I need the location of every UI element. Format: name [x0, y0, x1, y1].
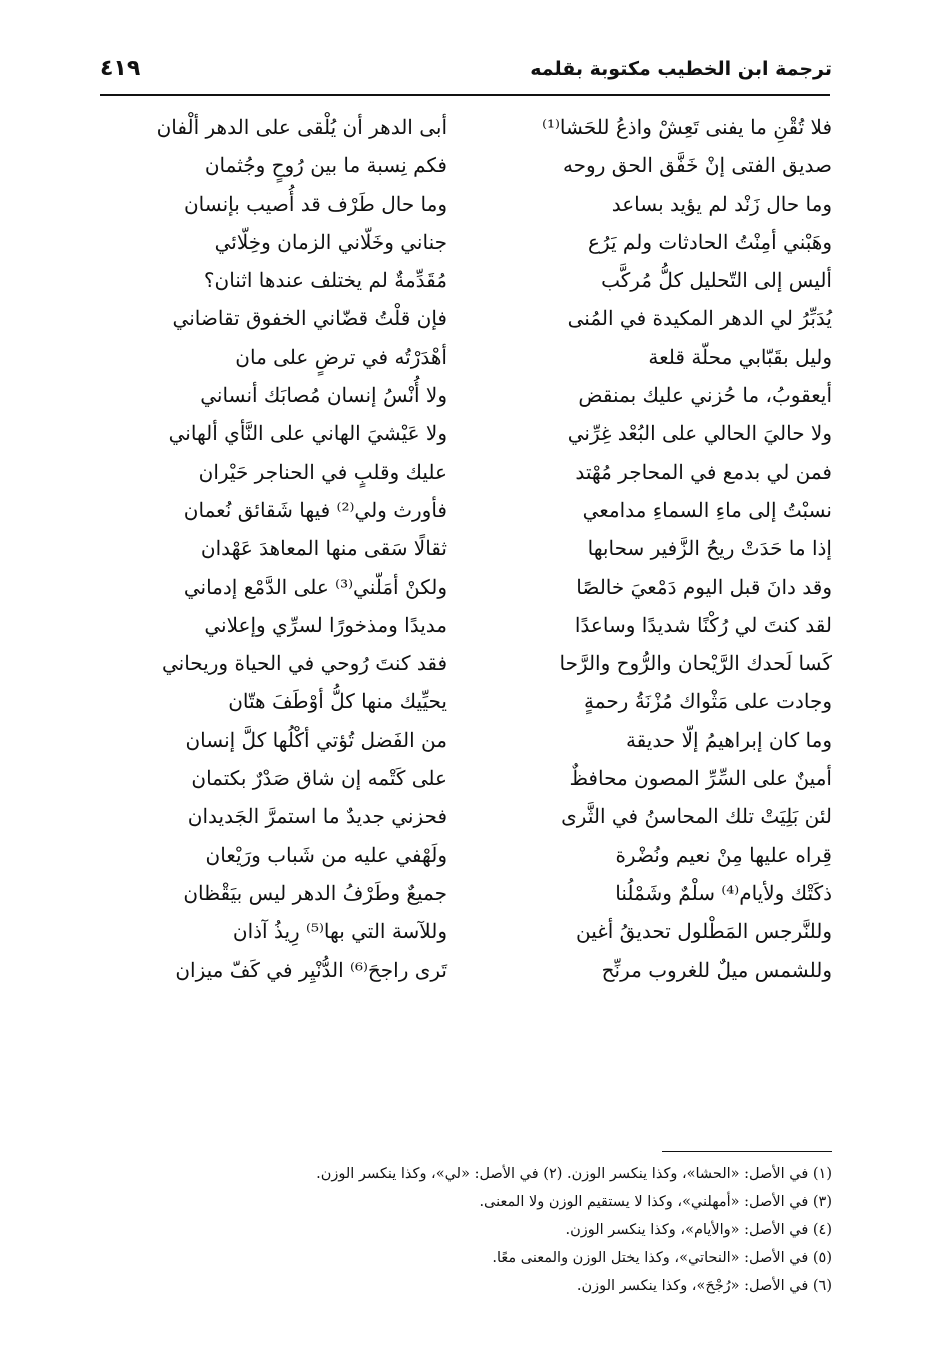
- poem-hemistich: مديدًا ومذخورًا لسرِّي وإعلاني: [204, 612, 447, 637]
- poem-hemistich: وما حال زَنْد لم يؤيد بساعد: [611, 191, 832, 216]
- poem-hemistich: وقد دانَ قبل اليوم دَمْعيَ خالصًا: [576, 574, 832, 599]
- poem-hemistich: وما كان إبراهيمُ إلّا حديقة: [625, 727, 832, 752]
- poem-hemistich: ولَهْفي عليه من شَباب ورَيْعان: [205, 842, 447, 867]
- poem-left-column: [132, 108, 447, 989]
- poem-hemistich: كَسا لَحدك الرَّيْحان والرُّوح والرَّحا: [559, 651, 832, 676]
- poem-hemistich: من الفَضل تُؤتي أكْلُها كلَّ إنسان: [185, 727, 447, 752]
- poem-right-column: [517, 108, 832, 989]
- poem-hemistich: وللشمس ميلٌ للغروب مرنِّح: [601, 957, 832, 982]
- poem-hemistich: فلا تُقْنِ ما يفنى تَعِشْ واذعُ للحَشا⁽¹⁾: [542, 115, 832, 139]
- footnotes-list: [102, 1160, 832, 1300]
- poem-hemistich: وجادت على مَثْواك مُزْنَةُ رحمةٍ: [584, 689, 832, 714]
- poem-hemistich: لقد كنتَ لي رُكْنًا شديدًا وساعدًا: [574, 612, 832, 637]
- header-divider: [100, 94, 830, 96]
- page-header-title: ترجمة ابن الخطيب مكتوبة بقلمه: [530, 58, 832, 80]
- poem-hemistich: عليك وقلبٍ في الحناجر حَيْران: [198, 459, 447, 484]
- poem-hemistich: فمن لي بدمع في المحاجر مُهْتد: [575, 459, 832, 484]
- poem-hemistich: ولا عَيْشيَ الهاني على النَّأي ألهاني: [168, 421, 447, 446]
- poem-hemistich: أمينٌ على السِّرِّ المصون محافظٌ: [569, 766, 832, 791]
- poem-hemistich: وما حال طَرْف قد أُصيب بإنسان: [183, 191, 447, 216]
- poem-hemistich: ولا حاليَ الحالي على البُعْد غِرِّني: [567, 421, 832, 446]
- poem-hemistich: جميعٌ وطَرْفُ الدهر ليس بيَقْظان: [183, 880, 447, 905]
- poem-hemistich: مُقَدِّمةٌ لم يختلف عندها اثنان؟: [203, 268, 447, 293]
- poem-hemistich: ولكنْ أمَلّني⁽³⁾ على الدَّمْع إدماني: [183, 574, 447, 599]
- poem-hemistich: أليس إلى التّحليل كلُّ مُركَّب: [601, 268, 832, 293]
- poem-hemistich: على كَتْمه إن شاق صَدْرٌ بكتمان: [191, 766, 447, 791]
- poem-hemistich: ولا أُنْسُ إنسان مُصابَك أنساني: [200, 383, 447, 408]
- poem-hemistich: وللآسة التي بها⁽⁵⁾ رِيذُ آذان: [232, 919, 447, 944]
- footnote: (٣) في الأصل: «أمهلني»، وكذا لا يستقيم الوزن ولا المعنى.: [479, 1194, 832, 1210]
- footnote: (٦) في الأصل: «رُجْحَ»، وكذا ينكسر الوزن.: [576, 1278, 832, 1294]
- poem-hemistich: فإن قلْتُ قضّاني الخفوق تقاضاني: [172, 306, 447, 331]
- poem-hemistich: جناني وخَلّاني الزمان وخِلّائي: [214, 229, 447, 254]
- poem-hemistich: يُدَبِّرُ لي الدهر المكيدة في المُنى: [567, 306, 832, 331]
- footnote: (٤) في الأصل: «والأيام»، وكذا ينكسر الوزن.: [565, 1222, 832, 1238]
- poem-hemistich: صديق الفتى إنْ خَفَّق الحق روحه: [562, 153, 832, 178]
- poem-hemistich: ثقالًا سَقى منها المعاهدَ عَهْدان: [200, 536, 447, 561]
- poem-hemistich: فكم نِسبة ما بين رُوحٍ وجُثمان: [204, 153, 447, 178]
- poem-hemistich: وهَبْني أمِنْتُ الحادثات ولم يَرُع: [588, 229, 832, 254]
- poem-hemistich: فقد كنتَ رُوحي في الحياة وريحاني: [161, 651, 447, 676]
- poem-hemistich: نسبْتُ إلى ماءِ السماءِ مدامعي: [582, 497, 832, 522]
- poem-hemistich: فحزني جديدٌ ما استمرَّ الجَديدان: [187, 804, 447, 829]
- poem-hemistich: أبى الدهر أن يُلْقى على الدهر ألْفان: [156, 115, 447, 139]
- poem-hemistich: تَرى راجحَ⁽⁶⁾ الدُّنْيِر في كَفّ ميزان: [175, 957, 447, 982]
- poem-hemistich: فأورث ولي⁽²⁾ فيها شَقائق نُعمان: [183, 497, 447, 522]
- footnote: (١) في الأصل: «الحشا»، وكذا ينكسر الوزن. (٢) في الأصل: «لي»، وكذا ينكسر الوزن.: [316, 1166, 832, 1182]
- page-number: ٤١٩: [100, 56, 141, 81]
- poem-hemistich: وليل بقَبّابي محلّة قلعة: [648, 344, 832, 369]
- poem-hemistich: وللنَّرجس المَطْلول تحديقُ أغين: [576, 919, 832, 944]
- footnote: (٥) في الأصل: «النحاتي»، وكذا يختل الوزن والمعنى معًا.: [492, 1250, 832, 1266]
- poem-hemistich: إذا ما حَدَتْ ريحُ الزَّفير سحابها: [587, 536, 832, 561]
- footnote-divider: [662, 1151, 832, 1152]
- poem-hemistich: قِراه عليها مِنْ نعيم ونُضْرة: [615, 842, 832, 867]
- poem-hemistich: أيعقوبُ، ما حُزني عليك بمنقض: [578, 383, 832, 408]
- poem-hemistich: يحيِّيك منها كلُّ أوْطَفَ هتّان: [228, 689, 447, 714]
- poem-hemistich: ذكَتْك ولأيام⁽⁴⁾ سلْمٌ وشَمْلُنا: [615, 880, 832, 905]
- poem-hemistich: لئن بَلِيَتْ تلك المحاسنُ في الثَّرى: [561, 804, 832, 829]
- poem-hemistich: أهْدَرْتُه في ترضٍ على مان: [235, 344, 447, 369]
